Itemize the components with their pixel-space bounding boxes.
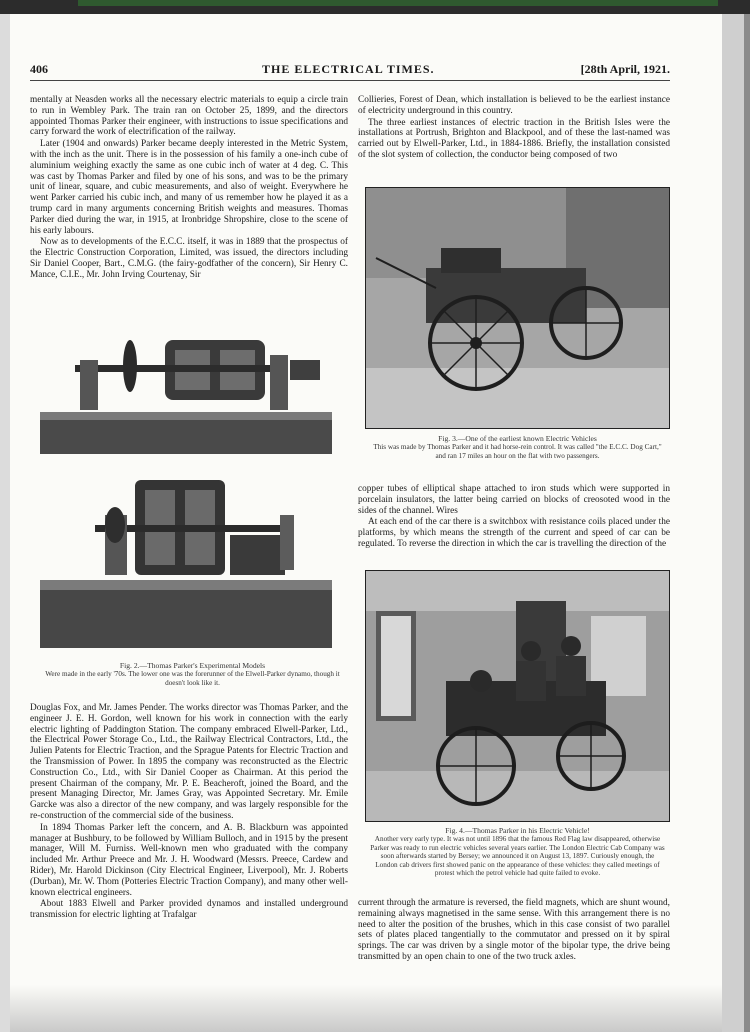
figure-2-text: Were made in the early '70s. The lower one was the forerunner of the Elwell-Parker dynamo, though it doesn't look like it.	[45, 670, 340, 687]
figure-4-title: Fig. 4.—Thomas Parker in his Electric Vehicle!	[445, 826, 590, 835]
figure-3-title: Fig. 3.—One of the earliest known Electric Vehicles	[438, 434, 597, 443]
paragraph: Later (1904 and onwards) Parker became deeply interested in the Metric System, with the inch as the unit. There is in the possession of his family a one-inch cube of aluminium weighing exactly the same as one cubic inch of water at 4 deg. C. This was cast by Thomas Parker and filed by one of his sons, and was to be the primary unit of linear, square, and cubic measurements, and also of weight. Everywhere he went Parker carried his cubic inch, and many of us remember how he played it as a trump card in many arguments concerning British weights and measures. Thomas Parker died during the war, in 1915, at Ironbridge Shropshire, close to the scene of his early labours.	[30, 139, 348, 236]
scan-top-edge	[0, 0, 750, 14]
experimental-models-illustration	[35, 330, 345, 660]
paragraph: Now as to developments of the E.C.C. itself, it was in 1889 that the prospectus of the Electric Construction Corporation, Limited, was issued, the directors including Sir Daniel Cooper, Bart., C.M.G. (the fairy-godfather of the concern), Sir Henry C. Mance, C.I.E., Mr. John Irving Courtenay, Sir	[30, 237, 348, 280]
figure-2	[35, 330, 345, 687]
paragraph: About 1883 Elwell and Parker provided dynamos and installed underground transmission for electric lighting at Trafalgar	[30, 899, 348, 921]
scan-bottom-fade	[10, 985, 722, 1032]
paragraph: In 1894 Thomas Parker left the concern, and A. B. Blackburn was appointed manager at Bushbury, to be followed by William Bulloch, and in 1915 by the present manager, Will M. Furniss. Well-known men who graduated with the company included Mr. Arthur Preece and Mr. J. H. Woodward (Messrs. Preece, Cardew and Rider), Mr. Harold Dickinson (City Electrical Engineer, Liverpool), Mr. J. Roberts (Durban), Mr. W. Thom (Potteries Electric Traction Company), and many other well-known electrical engineers.	[30, 822, 348, 898]
figure-2-title: Fig. 2.—Thomas Parker's Experimental Models	[119, 661, 266, 670]
lower-model	[40, 480, 332, 648]
right-column-middle-text	[358, 484, 670, 556]
paragraph: mentally at Neasden works all the necessary electric materials to equip a circle train to run in Wembley Park. The train ran on October 25, 1899, and the directors appointed Thomas Parker their engineer, with instructions to issue specifications and carry forward the work of electrification of the railway.	[30, 95, 348, 138]
figure-3-caption	[370, 435, 665, 460]
left-column-top-text	[30, 95, 348, 333]
paragraph: copper tubes of elliptical shape attached to iron studs which were supported in porcelain insulators, the latter being carried on blocks of creosoted wood in the sides of the channel. Wires	[358, 484, 670, 516]
electric-vehicle-photo	[365, 570, 670, 822]
right-column-top-text	[358, 95, 670, 187]
paragraph: Douglas Fox, and Mr. James Pender. The works director was Thomas Parker, and the engineer J. E. H. Gordon, well known for his work in connection with the early electric lighting of Paddington Station. The company embraced Elwell-Parker, Ltd., the Electrical Power Storage Co., Ltd., the Railway Electrical Contractors, Ltd., the Julien Patents for Electric Traction, and the Sprague Patents for Electric Traction and the Transmission of Power. In 1895 the company was reconstructed as the Electric Construction Co., Ltd., with Sir Daniel Cooper as Chairman. At this period the present Chairman of the company, Mr. P. E. Beacheroft, joined the Board, and the present Managing Director, Mr. James Gray, was Appointed Secretary. Mr. Emile Garcke was also a director of the new company, and was largely responsible for the re-construction of the commercial side of the business.	[30, 703, 348, 821]
page-header	[30, 62, 670, 80]
right-column-bottom-text	[358, 898, 670, 994]
paragraph: The three earliest instances of electric traction in the British Isles were the installations at Portrush, Brighton and Blackpool, and of these the last-named was carried out by Elwell-Parker, Ltd., in 1884-1886. Briefly, the installation consisted of the slot system of collection, the conductor being composed of two	[358, 117, 670, 160]
upper-model	[40, 340, 332, 454]
page-number: 406	[30, 62, 48, 76]
paragraph: current through the armature is reversed, the field magnets, which are shunt wound, remaining always magnetised in the same sense. With this arrangement there is no need to alter the position of the brushes, which in this case consist of two parallel sets of plates placed tangentially to the commutator and pressed on it by spiral springs. The car was driven by a single motor of the bipolar type, the drive being transmitted by an open chain to one of the two truck axles.	[358, 898, 670, 962]
publication-title: THE ELECTRICAL TIMES.	[262, 62, 435, 76]
dog-cart-photo	[365, 187, 670, 429]
figure-4-caption	[370, 827, 665, 877]
header-rule	[30, 80, 670, 81]
figure-3-text: This was made by Thomas Parker and it had horse-rein control. It was called "the E.C.C. Dog Cart," and ran 17 miles an hour on the flat with two passengers.	[373, 443, 662, 460]
figure-4	[365, 570, 670, 895]
issue-date: [28th April, 1921.	[580, 62, 670, 76]
paragraph: Collieries, Forest of Dean, which installation is believed to be the earliest instance of electricity underground in this country.	[358, 95, 670, 116]
left-column-bottom-text	[30, 703, 348, 995]
paragraph: At each end of the car there is a switchbox with resistance coils placed under the platforms, by which means the strength of the current and speed of car can be regulated. To reverse the direction in which the car is travelling the direction of the	[358, 517, 670, 549]
scan-right-edge	[722, 14, 750, 1032]
figure-3	[365, 187, 670, 477]
figure-2-caption	[45, 662, 340, 687]
figure-4-text: Another very early type. It was not until 1896 that the famous Red Flag law disappeared, otherwise Parker was ready to run electric vehicles several years earlier. The London Electric Cab Company was soon afterwards started by Bersey; we announced it on August 13, 1897. Curiously enough, the London cab drivers first showed panic on the appearance of these vehicles: they called meetings of protest which the petrol vehicle had quite failed to evoke.	[370, 835, 665, 878]
